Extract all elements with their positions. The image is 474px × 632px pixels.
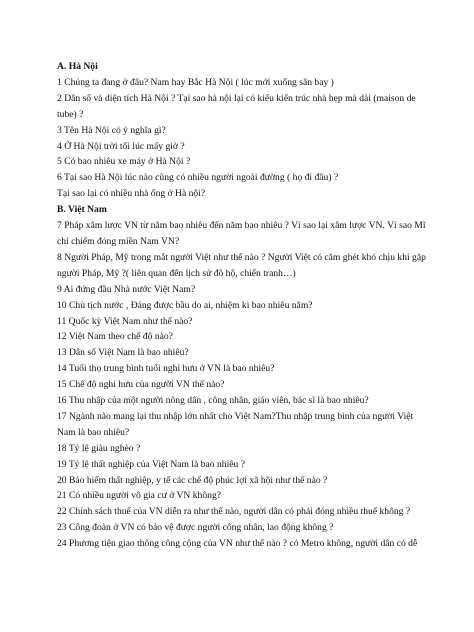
question-18: 18 Tỷ lệ giàu nghèo ? (57, 442, 141, 454)
question-13: 13 Dân số Việt Nam là bao nhiêu? (57, 347, 189, 359)
question-21: 21 Có nhiều người vô gia cư ở VN không? (57, 490, 221, 502)
question-24: 24 Phương tiện giao thông công cộng của VN như thế nào ? có Metro không, người dân có dễ (57, 538, 418, 550)
question-6-line-1: 6 Tại sao Hà Nội lúc nào cũng có nhiều người ngoài đường ( họ đi đâu) ? (57, 172, 339, 184)
document-body (57, 59, 426, 552)
question-12: 12 Việt Nam theo chế độ nào? (57, 331, 173, 343)
question-22: 22 Chính sách thuế của VN diễn ra như thế nào, người dân có phải đóng nhiều thuế không ? (57, 506, 411, 518)
question-11: 11 Quốc kỳ Việt Nam như thế nào? (57, 315, 193, 327)
question-2-line-1: 2 Dân số và diện tích Hà Nội ? Tại sao hà nội lại có kiểu kiến trúc nhà hẹp mà dài (maison de (57, 92, 416, 104)
question-10: 10 Chủ tịch nước , Đảng được bầu do ai, nhiệm kì bao nhiêu năm? (57, 299, 313, 311)
question-6-line-2: Tại sao lại có nhiều nhà ống ở Hà nội? (57, 188, 206, 200)
question-4: 4 Ở Hà Nội trời tối lúc mấy giờ ? (57, 140, 185, 152)
question-19: 19 Tỷ lệ thất nghiệp của Việt Nam là bao nhiêu ? (57, 458, 245, 470)
question-5: 5 Có bao nhiêu xe máy ở Hà Nội ? (57, 156, 191, 168)
question-8-line-2: người Pháp, Mỹ ?( liên quan đến lịch sử đô hộ, chiến tranh…) (57, 267, 296, 279)
question-7-line-2: chỉ chiếm đóng miền Nam VN? (57, 235, 180, 247)
question-20: 20 Bảo hiểm thất nghiệp, y tế các chế độ phúc lợi xã hội như thế nào ? (57, 474, 328, 486)
question-23: 23 Công đoàn ở VN có bảo vệ được người công nhân, lao động không ? (57, 522, 334, 534)
question-17-line-2: Nam là bao nhiêu? (57, 426, 130, 438)
question-15: 15 Chế độ nghỉ hưu của người VN thế nào? (57, 379, 225, 391)
question-7-line-1: 7 Pháp xâm lược VN từ năm bao nhiêu đến năm bao nhiêu ? Vì sao lại xâm lược VN. Vì sao Mĩ (57, 220, 426, 232)
question-16: 16 Thu nhập của một người nông dân , công nhân, giáo viên, bác sĩ là bao nhiêu? (57, 395, 369, 407)
question-8-line-1: 8 Người Pháp, Mỹ trong mắt người Việt như thế nào ? Người Việt có căm ghét khó chịu khi gặp (57, 251, 426, 263)
section-heading-viet-nam: B. Việt Nam (57, 204, 107, 216)
section-heading-ha-noi: A. Hà Nội (57, 61, 98, 72)
question-9: 9 Ai đứng đầu Nhà nước Việt Nam? (57, 283, 196, 295)
question-17-line-1: 17 Ngành nào mang lại thu nhập lớn nhất cho Việt Nam?Thu nhập trung bình của người Việt (57, 410, 414, 422)
question-1: 1 Chúng ta đang ở đâu? Nam hay Bắc Hà Nội ( lúc mới xuống sân bay ) (57, 76, 334, 88)
question-3: 3 Tên Hà Nội có ý nghĩa gì? (57, 124, 166, 136)
question-2-line-2: tube) ? (57, 108, 84, 120)
question-14: 14 Tuổi thọ trung bình tuổi nghỉ hưu ở VN là bao nhiêu? (57, 363, 275, 375)
